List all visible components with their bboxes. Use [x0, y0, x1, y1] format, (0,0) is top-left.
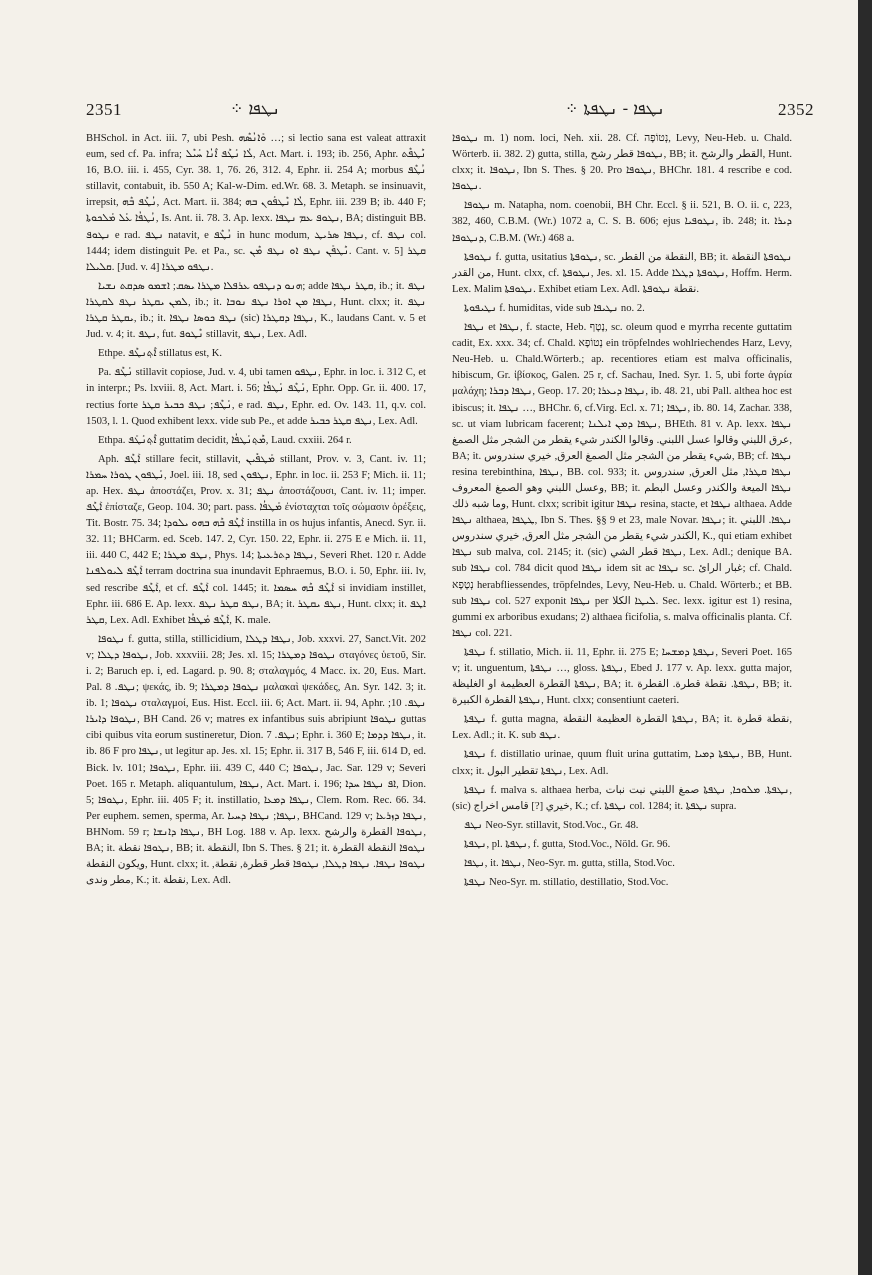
right-page-number: 2352 — [778, 100, 814, 119]
left-running-title: ܢܛܦܐ ⁘ — [230, 99, 280, 118]
left-column — [86, 131, 426, 1191]
right-running-title: ܢܛܦܐ - ܢܛܦܬܐ ⁘ — [565, 99, 665, 118]
right-column — [452, 131, 792, 1191]
entry-paragraph: ܢܛܦܬܐ f. stillatio, Mich. ii. 11, Ephr. ii. 275 E; ܢܛܦܬܐ ܕܡܫܚܐ, Severi Poet. 165 v; it. unguentum, ܢܛܦܬܐ …, gloss. ܢܛܦܬܐ, Ebed J. 177 v. Ap. lexx. gutta major, ܢܛܦܬܐ القطرة العظيمة او الغليظة, BA; it. ܢܛܦܬܐ. نقطة قطرة. القطرة, BB; it. ܢܛܦܬܐ القطرة الكبيرة, Hunt. clxx; consentiunt caeteri. — [452, 646, 792, 707]
entry-paragraph: Ethpe. ܐܶܬ݂ܢܛܶܦ stillatus est, K. — [98, 348, 223, 360]
entry-paragraph: ܢܛܘܦܐ f. gutta, stilla, stillicidium, ܢܛܦܐ ܕܛܠܐ, Job. xxxvi. 27, Sanct.Vit. 202 v; ܢܛܘܦܐ ܕܛܠܐ, Job. xxxviii. 28; Jes. xl. 15; ܢܛܘܦܐ ܕܡܛܪܐ σταγόνες ὑετοῦ, Sir. i. 2; Baruch ep. i, ed. Lagard. p. 90. 8; σταλαγμός, 4 Macc. ix. 20, Eus. Mart. Pal. ܢܛܦ. 8; ψεκάς, ib. 9; ܢܛܘܦܐ ܕܡܛܪܐ μαλακαὶ ψεκάδες, An. Syr. 142. 3; it. ib. 1; ܢܛܘܦܐ σταλαγμοί, Eus. Hist. Eccl. iii. 6; Act. Mart. ii. 94, Aphr. ܢܛܦ. 10; ܢܛܘܦܐ ܕܐܝܪܐ, BH Cand. 26 v; matres ex infantibus suis abripiunt ܢܛܘܦܐ guttas cibi quibus vita eorum sustineretur, Dion. ܢܛܦ. 7; Ephr. i. 360 E; ܢܛܦܐ ܕܕܡܐ, it. ib. 86 F pro ܢܛܦܐ, ut legitur ap. Jes. xl. 15; Ephr. ii. 317 B, 546 F, iii. 614 D, ed. Bick. lv. 101; ܢܛܘܦܐ, Ephr. iii. 439 C, 440 C; ܢܛܘܦܐ, Jac. Sar. 129 v; Severi Poet. 165 r. Metaph. aliquantulum, ܢܛܦܐ, Act. Mart. i. 196; ܐܦ ܢܛܦܐ ܚܕܐ, Dion. 5; ܢܛܘܦܐ, Ephr. iii. 405 F; it. instillatio, ܢܛܦܐ ܕܡܥܐ, Clem. Rom. Rec. 66. 34. Per euphem. semen, sperma, Ar. ܢܛܦܐ; ܢܛܦܐ ܕܚܝܐ, BHCand. 129 v; ܢܛܦܐ ܕܙܪܥܐ, BHNom. 59 r; ܢܛܦܐ ܕܐܢܫܐ, BH Log. 188 v. Ap. lexx. ܢܛܘܦܐ القطرة والرشح, BA; it. ܢܛܘܦܐ نقطة, BB; it. النقطة, Ibn S. Thes. § 21; it. ܢܛܘܦܐ النقطة القطرة ويكون النقطة, Hunt. clxx; it. ܢܛܘܦܐ ܢܛܦܐ. ܢܛܦܐ ܕܛܠܐ, ܢܛܘܦܐ قطر قطرة, نقطة, مطر وندى, K.; it. نقطة, Lex. Adl. — [86, 633, 426, 887]
entry-paragraph: ܢܛܦܬܐ f. gutta magna, ܢܛܦܬܐ القطرة العظيمة النقطة, BA; it. نقطة قطرة, Lex. Adl.; it. K. sub ܢܛܦ. — [452, 714, 792, 742]
entry-paragraph: ܢܛܘܦܐ m. 1) nom. loci, Neh. xii. 28. Cf. נְטוֹפָה, Levy, Neu-Heb. u. Chald. Wörterb. ii. 382. 2) gutta, stilla, ܢܛܘܦܐ قطر رشح, BB; it. القطر والرشح, Hunt. clxx; it. ܢܛܘܦܐ, Ibn S. Thes. § 20. Pro ܢܛܘܦܐ, BHChr. 181. 4 rescribe e cod. ܢܛܘܦܐ. — [452, 133, 792, 193]
entry-paragraph: Ethpa. ܐܶܬ݂ܢܰܛܰܦ guttatim decidit, ܡܶܬ݂ܢܰܛܦܳܐ, Laud. cxxiii. 264 r. — [98, 434, 352, 446]
entry-paragraph: ܢܛܦ Neo-Syr. stillavit, Stod.Voc., Gr. 48. — [464, 819, 639, 831]
entry-paragraph: Pa. ܢܰܛܶܦ stillavit copiose, Jud. v. 4, ubi tamen ܢܛܦܘ, Ephr. in loc. i. 312 C, et in interpr.; Ps. lxviii. 8, Act. Mart. i. 56; ܢܰܛܶܦ ܢܰܛܦܳܐ, Ephr. Opp. Gr. ii. 400. 17, rectius forte ܢܰܛܶܦ; ܢܛܦ ܟܒܝܪ ܩܛܪ, e rad. ܢܛܦ, Ephr. ed. Ov. 143. 11, q.v. col. 1503, l. 1. Quod exhibent lexx. vide sub Pe., et adde ܢܛܦ ܩܛܪ ܟܒܝܪ, Lex. Adl. — [86, 367, 426, 427]
entry-paragraph: ܢܛܝܦܘܬܐ f. humiditas, vide sub ܢܛܝܦܐ no. 2. — [464, 302, 645, 314]
entry-paragraph: ܢܛܦܬܐ f. distillatio urinae, quum fluit urina guttatim, ܢܛܦܬܐ ܕܡܝܐ, BB, Hunt. clxx; it. ܢܛܦܬܐ تقطير البول, Lex. Adl. — [452, 749, 792, 777]
entry-paragraph: ܢܛܘܦܐ m. Natapha, nom. coenobii, BH Chr. Eccl. § ii. 521, B. O. ii. c, 223, 382, 460, C.B.M. (Wr.) 1072 a, C. S. B. 606; ejus ܢܛܘܦܝܐ, ib. 248; it. ܕܝܪܐ ܕܢܛܘܦܐ, C.B.M. (Wr.) 468 a. — [452, 200, 792, 244]
entry-paragraph: ܢܛܦܬܐ f. malva s. althaea herba, ܢܛܦܬܐ. ܡܠܘܟܐ, ܢܛܦܬܐ صمغ اللبني نبت نبات, (sic) خيري [?] قامس اخراج, K.; cf. ܢܛܦܬܐ col. 1284; it. ܢܛܦܬܐ supra. — [452, 784, 792, 812]
entry-paragraph: ܗܢܘ ܕܢܛܦܘ ܥܪܦܠܐ ܡܛܪܐ ܝܣܩ; ܐܫܡܘ ܣܕܩܬ ܢܫܝܐ; adde ܩܛܪ ܢܛܦܐ, ib.; it. ܢܛܦ ܠܡܢ ܝܩܛܪ ܢܛܦ ܠܩܛܪܐ, ib.; it. ܢܛܦܐ ܡܢ ܐܘܪܐ ܢܛܦ ܢܘܒܐ, Hunt. clxx; it. ܢܛܦ ܝܩܛܪ ܩܛܪܐ, ib.; it. ܢܛܦ ܟܘܣܐ ܢܛܦܐ (sic) ܢܛܦܐ ܕܩܛܪܐ, K., laudans Cant. v. 5 et Jud. v. 4; it. ܢܛܦ, fut. ܢܶܛܘܦ stillavit, ܢܛܦ, Lex. Adl. — [86, 280, 426, 341]
entry-paragraph: ܢܛܦܐ et ܢܛܦܐ, f. stacte, Heb. נָטָף, sc. oleum quod e myrrha recente guttatim cadit, Ex. xxx. 34; cf. Chald. נְטוֹפָא ein tröpfelndes wohlriechendes Harz, Levy, Neu-Heb. u. Chald.Wörterb.; ap. recentiores etiam est malva officinalis, hibiscum, Gr. ἰβίσκος, Galen. 25 r, cf. Sachau, Ined. Syr. 1. 5, ubi forte ἀγρία μαλάχη; ܢܛܦܐ ܕܒܪܐ, Geop. 17. 20; ܢܛܦܐ ܕܝܥܪܐ, ib. 48. 21, ubi Pall. althea hoc est ibiscus; it. ܢܛܦܐ …, BHChr. 6, cf.Virg. Ecl. x. 71; ܢܛܦܐ, ib. 80. 14, Zachar. 338, sc. ut viam lubricam facerent; ܢܛܦܐ ܕܡܢ ܐܝܠܢܐ, BHEth. 81 v. Ap. lexx. ܢܛܦܐ عرق اللبني وقالوا عسل اللبني. وقالوا الكندر شيء يقطر من الشجر مثل الصمغ, BA; it. شيء يقطر من الشجر مثل الصمغ العرق, خيري سندروس, BB; cf. ܢܛܦܐ resina terebinthina, ܢܛܦܐ, BB. col. 933; it. ܢܛܦܐ ܩܛܪܐ, مثل العرق, سندروس وعسل اللبني وهو الصمغ المعروف, BB; it. ܢܛܦܐ الميعة والكندر وعسل البطم وما شبه ذلك, Hunt. clxx; scribit igitur ܢܛܦܐ resina, stacte, et ܢܛܦܐ althaea. Adde ܢܛܦܐ althaea, ܛܛܦܐ, Ibn S. Thes. §§ 9 et 23, male Novar. ܢܛܦܐ; it. ܢܛܦܐ. اللبني الكندر شيء يقطر من الشجر مثل العرق, خيري سندروس, K., qui etiam exhibet ܢܛܦܐ sub malva, col. 2145; it. (sic) ܢܛܦܐ قطر الشي, Lex. Adl.; denique BA. sub ܢܛܦܐ col. 784 dicit quod ܢܛܦܐ idem sit ac ܢܛܦܐ sc. غبار الرائ; cf. Chald. נְטָפָא herabfliessendes, tröpfelndes, Levy, Neu-Heb. u. Chald. Wörterb.; et BB. sub ܢܛܦܐ col. 527 exponit ܢܛܦܐ per ܠܝܛܐ الكلا. Sec. lexx. igitur est 1) resina, gummi ex arboribus exudans; 2) althaea ficifolia, s. malva officinalis planta. Cf. ܢܛܦܐ col. 221. — [452, 322, 792, 639]
entry-paragraph: ܢܛܘܦܬܐ f. gutta, usitatius ܢܛܘܦܬܐ, sc. النقطة من القطر, BB; it. ܢܛܘܦܬܐ النقطة من القدر, Hunt. clxx, cf. ܢܛܘܦܬܐ, Jes. xl. 15. Adde ܢܛܘܦܬܐ ܕܛܠܐ, Hoffm. Herm. Lex. Malim ܢܛܘܦܬܐ. Exhibet etiam Lex. Adl. نقطة ܢܛܘܦܬܐ. — [452, 251, 792, 295]
entry-paragraph: ܢܛܦܬܐ Neo-Syr. m. stillatio, destillatio, Stod.Voc. — [464, 877, 669, 889]
entry-paragraph: ܢܛܦܐ, it. ܢܛܦܐ, Neo-Syr. m. gutta, stilla, Stod.Voc. — [464, 858, 675, 870]
entry-paragraph: BHSchol. in Act. iii. 7, ubi Pesh. ܘܰܐܢܳܣܶܗ …; si lectio sana est valeat attraxit eum, sed cf. Pa. infra; ܠܳܐ ܢܰܛܶܦ ܐܶܢܳܐ ܚܰܝܶܠ, Act. Mart. i. 193; ib. 256, Aphr. ܢܶܛܦܶܬ 16, B.O. iii. i. 455, Cyr. 38. 1, 76. 26, 312. 4, Ephr. ii. 254 A; morbus ܢܳܛܶܦ stillavit, contabuit, ib. 550 A; Kal-w-Dim. ed.Wr. 68. 3. Metaph. se insinuavit, irrepsit, ܢܳܛܶܦ ܒܶܗ, Act. Mart. ii. 384; ܠܳܐ ܢܶܛܦܰܘܢ ܒܗ, Ephr. iii. 239 B; ib. 440 F; ܢܳܛܦܳܐ ܥܰܠ ܡܰܠܟܘܬܐ, Is. Ant. ii. 78. 3. Ap. lexx. ܢܛܘܦ ܥܡ ܢܛܦܐ, BA; distinguit BB. ܢܛܘܦ e rad. ܢܛܦ natavit, e ܢܳܛܶܦ in hunc modum, ܢܛܦܐ ܣܪܝܛ, cf. ܢܛܦ col. 1444; idem distinguit Pe. et Pa., sc. ܢܶܛܦܰܢ ܢܛܦ ܐܘ ܢܛܦ ܡܶܢ. Cant. v. 5] ܩܛܪ ܩܠܝܠܐ. [Jud. v. 4] ܢܛܦܘ ܡܛܪܐ. — [86, 133, 426, 273]
page-edge-shadow — [858, 0, 872, 1275]
left-page-number: 2351 — [86, 100, 122, 119]
entry-paragraph: Aph. ܐܰܛܶܦ stillare fecit, stillavit, ܡܰܛܦܺܝܢ stillant, Prov. v. 3, Cant. iv. 11; ܢܰܛܦܘܢ ܛܘܪܐ ܚܡܪܐ, Joel. iii. 18, sed ܢܛܦܘܢ, Ephr. in loc. ii. 253 F; Mich. ii. 11; ap. Hex. ܢܛܦ ἀποστάζει, Prov. x. 31; ܢܛܦ ἀποστάζουσι, Cant. iv. 11; imper. ܐܰܛܶܦ ἐπίσταζε, Geop. 104. 30; part. pass. ܡܰܛܦܳܐ ἐνίσταχται τοῖς σώμασιν ὀρέξεις, Tit. Bostr. 75. 34; ܐܰܛܶܦ ܒܶܗ ܒܗܘ ܝܠܘܕܐ instilla in os hujus infantis, Anecd. Syr. ii. 32. 11; BHCarm. ed. Sceb. 147. 2, Cyr. 150. 22, Ephr. ii. 275 E e Mich. ii. 11, iii. 440 C, 442 E; ܢܛܦ ܡܛܪܐ, Phys. 14; ܢܛܦܐ ܕܬܪܥܝܬܐ, Severi Rhet. 120 r. Adde ܐܰܛܶܦ ܠܝܘܠܦܢܐ terram doctrina sua inundavit Ephraemus, B.O. i. 50, Ephr. iii. lv, sed rescribe ܐܰܛܶܦ, et cf. ܐܰܛܶܦ col. 1445; it. ܐܰܛܶܦ ܒܶܗ ܚܣܡܐ si invidiam instillet, Ephr. iii. 686 E. Ap. lexx. ܢܛܦ ܩܛܪ ܢܛܦ, BA; it. ܢܛܦ ܝܩܛܪ, Hunt. clxx; it. ܐܛܦ ܩܛܪ, Lex. Adl. Exhibet ܐܰܛܶܦ ܡܰܛܦܳܐ, K. male. — [86, 453, 426, 626]
entry-paragraph: ܢܛܦܬܐ, pl. ܢܛܦܬܐ, f. gutta, Stod.Voc., Nöld. Gr. 96. — [464, 838, 671, 850]
